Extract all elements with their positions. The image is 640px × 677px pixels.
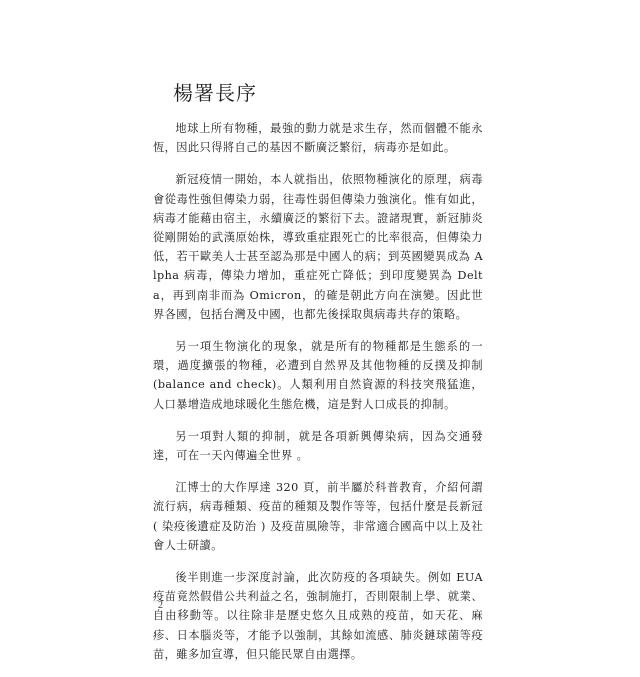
page-number: 2 bbox=[158, 600, 163, 611]
paragraph-6: 後半則進一步深度討論，此次防疫的各項缺失。例如 EUA 疫苗竟然假借公共利益之名，強制施打，否則限制上學、就業、自由移動等。以往除非是歷史悠久且成熟的疫苗，如天花、麻疹、日本腦炎等，才能予以強制，其餘如流感、肺炎鏈球菌等疫苗，雖多加宣導，但只能民眾自由選擇。 bbox=[153, 571, 483, 661]
preface-body bbox=[153, 80, 483, 677]
paragraph-5: 江博士的大作厚達 320 頁，前半屬於科普教育，介紹何謂流行病，病毒種類、疫苗的種類及製作等等，包括什麼是長新冠 ( 染疫後遺症及防治 ) 及疫苗風險等，非常適合國高中以上及社會人士研讀。 bbox=[153, 481, 483, 552]
paragraph-1: 地球上所有物種，最強的動力就是求生存，然而個體不能永恆，因此只得將自己的基因不斷廣泛繁衍，病毒亦是如此。 bbox=[153, 122, 483, 155]
paragraph-4: 另一項對人類的抑制，就是各項新興傳染病，因為交通發達，可在一天內傳遍全世界 。 bbox=[153, 429, 483, 463]
preface-title: 楊署長序 bbox=[173, 81, 257, 105]
paragraph-2: 新冠疫情一開始，本人就指出，依照物種演化的原理，病毒會從毒性強但傳染力弱，往毒性弱但傳染力強演化。惟有如此，病毒才能藉由宿主，永續廣泛的繁衍下去。證諸現實，新冠肺炎從剛開始的武漢原始株，導致重症跟死亡的比率很高，但傳染力低，若干歐美人士甚至認為那是中國人的病；到英國變異成為 Alpha 病毒，傳染力增加，重症死亡降低；到印度變異為 Delta，再到南非而為 Omicron，的確是朝此方向在演變。因此世界各國，包括台灣及中國，也都先後採取與病毒共存的策略。 bbox=[153, 173, 483, 321]
paragraph-3: 另一項生物演化的現象，就是所有的物種都是生態系的一環，過度擴張的物種，必遭到自然界及其他物種的反撲及抑制 (balance and check)。人類利用自然資源的科技突飛猛進，人口暴增造成地球暖化生態危機，這是對人口成長的抑制。 bbox=[153, 340, 483, 411]
